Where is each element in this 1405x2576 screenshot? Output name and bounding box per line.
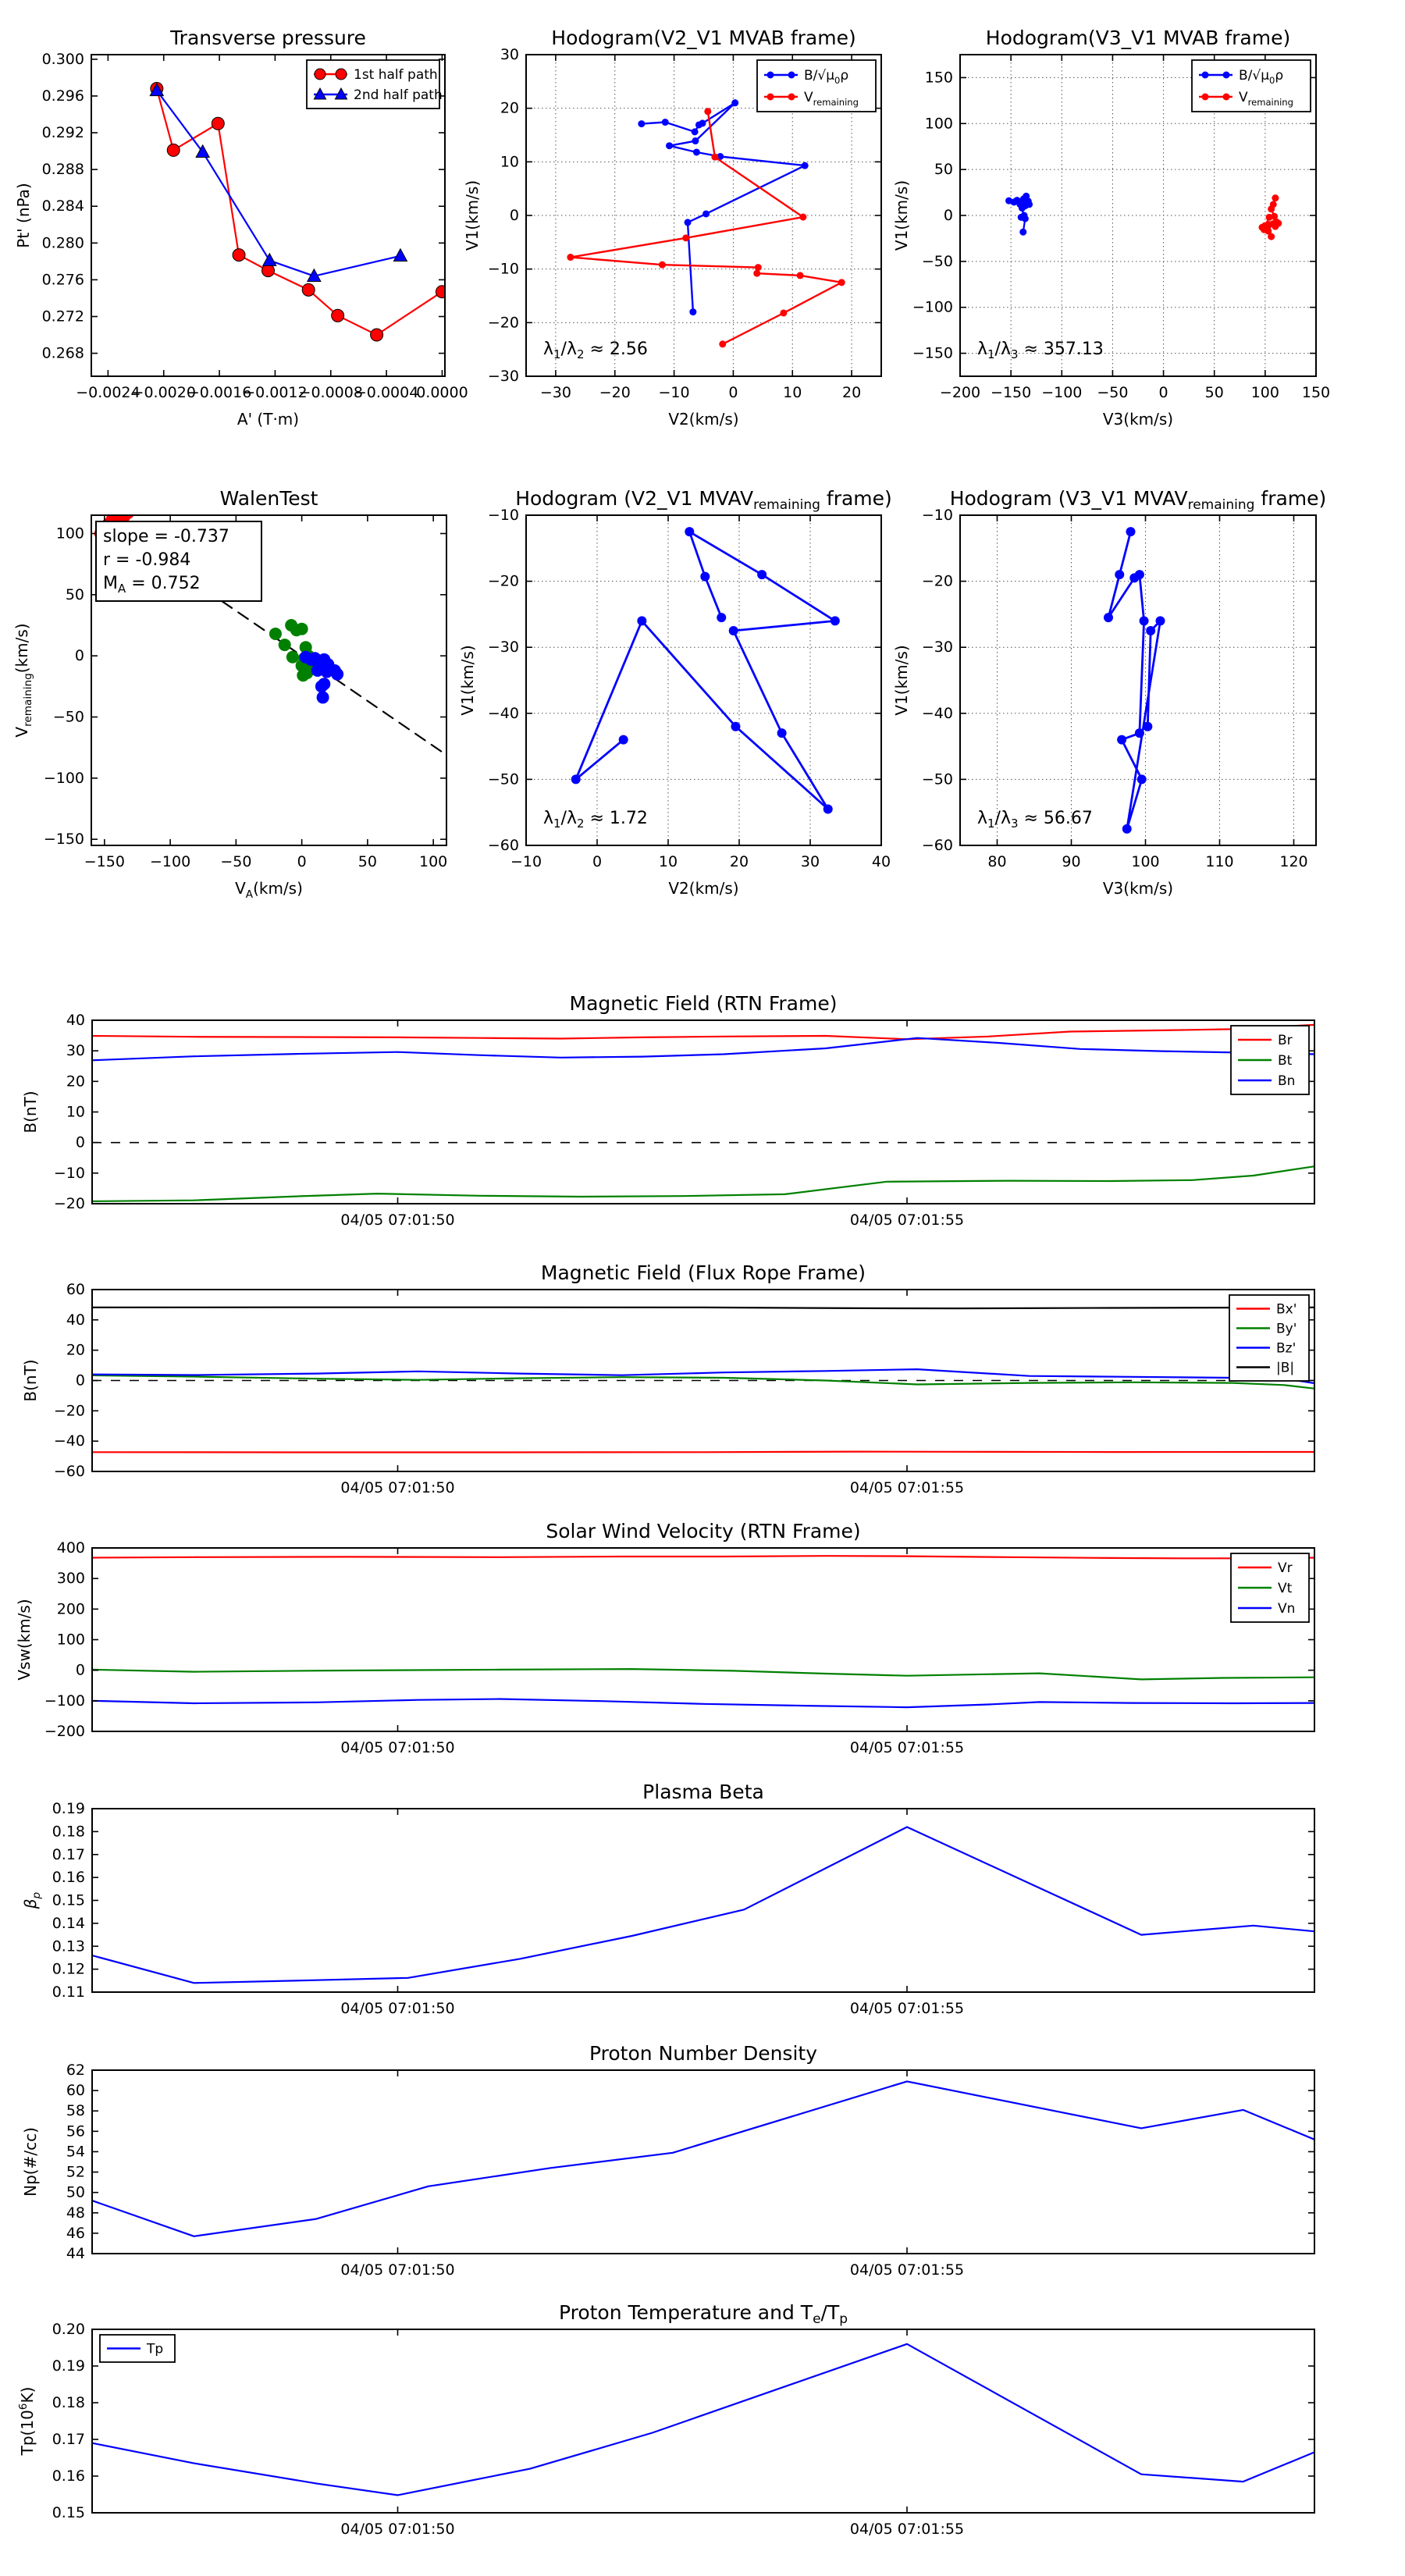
svg-text:V3(km/s): V3(km/s) [1102, 410, 1174, 429]
chart-title-magnetic-field-fluxrope: Magnetic Field (Flux Rope Frame) [540, 1261, 866, 1284]
svg-text:−50: −50 [921, 770, 953, 788]
svg-text:−30: −30 [539, 384, 571, 401]
svg-text:0.288: 0.288 [41, 161, 84, 179]
chart-title-transverse-pressure: Transverse pressure [170, 27, 366, 49]
chart-title-proton-temperature: Proton Temperature and $T_e/T_p$ [558, 2301, 848, 2327]
svg-text:60: 60 [66, 2082, 85, 2100]
svg-text:0.0000: 0.0000 [416, 384, 468, 401]
chart-title-hodogram-v3v1-mvav: Hodogram (V3_V1 $MVAV_{remaining}$ frame) [949, 487, 1327, 513]
svg-text:04/05 07:01:50: 04/05 07:01:50 [340, 2000, 455, 2017]
svg-text:−20: −20 [921, 572, 953, 590]
svg-text:100: 100 [1131, 853, 1160, 870]
legend-magnetic-field-rtn [1231, 1026, 1309, 1094]
legend-hodogram-v3v1-mvab [1192, 60, 1311, 112]
chart-title-walen-test: WalenTest [219, 487, 318, 510]
svg-text:0: 0 [75, 1661, 85, 1679]
chart-plasma-beta [21, 1781, 1314, 2017]
svg-text:−50: −50 [52, 708, 84, 726]
svg-text:Vn: Vn [1278, 1601, 1296, 1617]
svg-text:50: 50 [1204, 384, 1224, 401]
svg-text:−0.0016: −0.0016 [187, 384, 252, 401]
chart-hodogram-v2v1-mvav [458, 487, 892, 898]
svg-text:−50: −50 [220, 853, 252, 870]
svg-text:Vremaining: $V_{remaining}$ [1239, 90, 1293, 108]
svg-text:−0.0024: −0.0024 [76, 384, 140, 401]
svg-text:54: 54 [66, 2143, 85, 2161]
svg-text:0.292: 0.292 [41, 124, 84, 142]
svg-text:−20: −20 [53, 1195, 85, 1212]
svg-text:300: 300 [56, 1570, 85, 1588]
svg-text:−20: −20 [487, 314, 519, 332]
svg-text:60: 60 [66, 1281, 85, 1298]
svg-text:−30: −30 [487, 639, 519, 656]
svg-text:04/05 07:01:50: 04/05 07:01:50 [340, 1739, 455, 1756]
svg-text:V2(km/s): V2(km/s) [668, 410, 739, 429]
svg-text:30: 30 [66, 1042, 85, 1060]
svg-text:−0.0004: −0.0004 [354, 384, 419, 401]
svg-text:0: 0 [75, 1133, 85, 1151]
svg-text:400: 400 [56, 1539, 85, 1557]
svg-text:0.276: 0.276 [41, 271, 84, 289]
svg-text:62: 62 [66, 2062, 85, 2079]
svg-text:V1(km/s): V1(km/s) [892, 180, 911, 251]
svg-text:Vr: Vr [1278, 1560, 1293, 1576]
chart-title-magnetic-field-rtn: Magnetic Field (RTN Frame) [569, 992, 838, 1015]
chart-hodogram-v3v1-mvav [892, 487, 1326, 898]
svg-text:0.284: 0.284 [41, 197, 84, 215]
legend-solar-wind-velocity [1231, 1553, 1309, 1622]
svg-text:50: 50 [65, 585, 84, 603]
svg-text:10: 10 [66, 1103, 85, 1121]
chart-proton-temperature [17, 2301, 1314, 2538]
svg-text:04/05 07:01:55: 04/05 07:01:55 [849, 2000, 965, 2017]
svg-text:−0.0020: −0.0020 [131, 384, 196, 401]
svg-text:−10: −10 [658, 384, 690, 401]
svg-text:30: 30 [500, 46, 519, 63]
svg-text:150: 150 [1301, 384, 1331, 401]
svg-text:0: 0 [297, 853, 307, 870]
svg-text:Tp: Tp [147, 2341, 164, 2357]
svg-text:−100: −100 [1041, 384, 1083, 401]
svg-text:30: 30 [800, 853, 820, 870]
svg-text:0.268: 0.268 [41, 344, 84, 362]
svg-text:50: 50 [357, 853, 377, 870]
svg-text:120: 120 [1279, 853, 1308, 870]
chart-solar-wind-velocity [15, 1520, 1314, 1756]
svg-text:By': By' [1276, 1321, 1297, 1337]
svg-text:V1(km/s): V1(km/s) [458, 645, 477, 716]
svg-text:44: 44 [66, 2245, 85, 2262]
svg-text:20: 20 [841, 384, 862, 401]
svg-text:50: 50 [934, 161, 953, 179]
svg-text:0: 0 [943, 207, 953, 224]
svg-text:100: 100 [924, 115, 953, 133]
svg-text:04/05 07:01:50: 04/05 07:01:50 [340, 1479, 455, 1496]
svg-text:λ1/λ3 ≈ 56.67: $\lambda_1/\lambda_3 \approx 56.67$ [977, 809, 1093, 831]
svg-text:0: 0 [1158, 384, 1168, 401]
svg-text:40: 40 [871, 853, 891, 870]
svg-text:0.17: 0.17 [52, 2431, 85, 2448]
svg-text:100: 100 [55, 525, 84, 543]
svg-text:−200: −200 [44, 1723, 85, 1740]
svg-text:04/05 07:01:55: 04/05 07:01:55 [849, 2261, 965, 2279]
svg-text:0.13: 0.13 [52, 1937, 85, 1955]
svg-text:−20: −20 [599, 384, 631, 401]
svg-text:0.280: 0.280 [41, 234, 84, 252]
legend-proton-temperature [100, 2335, 175, 2362]
svg-text:0.17: 0.17 [52, 1845, 85, 1863]
chart-title-plasma-beta: Plasma Beta [642, 1781, 764, 1803]
svg-text:Vt: Vt [1278, 1581, 1293, 1596]
svg-text:−60: −60 [53, 1463, 85, 1480]
svg-text:0.296: 0.296 [41, 87, 84, 105]
svg-text:−50: −50 [487, 770, 519, 788]
svg-text:λ1/λ3 ≈ 357.13: $\lambda_1/\lambda_3 \approx 357.13$ [977, 340, 1104, 361]
svg-text:0: 0 [509, 207, 519, 224]
svg-text:110: 110 [1205, 853, 1234, 870]
svg-text:04/05 07:01:55: 04/05 07:01:55 [849, 1479, 965, 1496]
svg-text:04/05 07:01:55: 04/05 07:01:55 [849, 1212, 965, 1229]
svg-text:0: 0 [592, 853, 603, 870]
svg-text:80: 80 [987, 853, 1007, 870]
svg-text:58: 58 [66, 2102, 85, 2120]
svg-text:Br: Br [1278, 1033, 1293, 1048]
svg-text:100: 100 [56, 1631, 85, 1649]
svg-text:46: 46 [66, 2224, 85, 2242]
svg-text:−50: −50 [921, 252, 953, 270]
svg-text:04/05 07:01:55: 04/05 07:01:55 [849, 1739, 965, 1756]
svg-text:−0.0012: −0.0012 [243, 384, 308, 401]
svg-text:−10: −10 [921, 507, 953, 524]
svg-text:−50: −50 [1097, 384, 1129, 401]
svg-text:Vremaining(km/s): $V_{remaining}(km/s)$ [12, 623, 34, 738]
svg-text:100: 100 [419, 853, 448, 870]
svg-text:r = -0.984: r = -0.984 [103, 550, 191, 570]
svg-text:0.11: 0.11 [52, 1984, 85, 2001]
svg-text:−20: −20 [487, 572, 519, 590]
svg-text:−150: −150 [84, 853, 125, 870]
chart-title-solar-wind-velocity: Solar Wind Velocity (RTN Frame) [546, 1520, 861, 1542]
svg-text:04/05 07:01:55: 04/05 07:01:55 [849, 2521, 965, 2538]
svg-text:A' (T·m): A' (T·m) [237, 410, 300, 429]
svg-text:200: 200 [56, 1600, 85, 1618]
svg-text:90: 90 [1062, 853, 1081, 870]
svg-text:V1(km/s): V1(km/s) [892, 645, 911, 716]
svg-text:MA = 0.752: $M_A = 0.752$ [103, 574, 201, 596]
svg-text:04/05 07:01:50: 04/05 07:01:50 [340, 2521, 455, 2538]
svg-text:−40: −40 [487, 704, 519, 722]
svg-text:52: 52 [66, 2163, 85, 2181]
chart-magnetic-field-fluxrope [21, 1261, 1314, 1496]
svg-text:−100: −100 [44, 1692, 85, 1710]
svg-text:−60: −60 [487, 837, 519, 854]
svg-text:−100: −100 [912, 298, 953, 316]
svg-text:10: 10 [658, 853, 678, 870]
svg-text:40: 40 [66, 1012, 85, 1029]
svg-text:10: 10 [500, 153, 519, 171]
svg-text:50: 50 [66, 2183, 85, 2201]
chart-title-proton-number-density: Proton Number Density [589, 2042, 817, 2065]
svg-text:|B|: |B| [1276, 1360, 1295, 1376]
svg-text:0.16: 0.16 [52, 2467, 85, 2485]
svg-text:0.19: 0.19 [52, 2357, 85, 2375]
svg-text:−200: −200 [939, 384, 981, 401]
svg-text:V3(km/s): V3(km/s) [1102, 879, 1174, 898]
svg-text:Bz': Bz' [1276, 1340, 1297, 1357]
svg-text:V1(km/s): V1(km/s) [463, 180, 482, 251]
svg-text:Bx': Bx' [1276, 1301, 1297, 1318]
svg-text:40: 40 [66, 1311, 85, 1329]
chart-title-hodogram-v3v1-mvab: Hodogram(V3_V1 MVAB frame) [985, 27, 1291, 49]
svg-text:0.14: 0.14 [52, 1914, 85, 1932]
svg-text:20: 20 [729, 853, 749, 870]
chart-hodogram-v2v1-mvab [463, 27, 881, 429]
svg-text:−30: −30 [487, 368, 519, 385]
svg-text:B/√μ0ρ: $B/√\mu_0\rho$ [1239, 68, 1284, 86]
legend-magnetic-field-fluxrope [1229, 1295, 1309, 1381]
chart-magnetic-field-rtn [21, 992, 1314, 1229]
svg-text:B/√μ0ρ: $B/√\mu_0\rho$ [804, 68, 849, 86]
svg-text:0.272: 0.272 [41, 308, 84, 326]
svg-text:0: 0 [75, 1372, 85, 1389]
svg-text:−20: −20 [53, 1402, 85, 1420]
svg-text:−10: −10 [53, 1164, 85, 1182]
svg-text:Bt: Bt [1278, 1053, 1293, 1069]
svg-text:Tp(106K): $Tp(10^6K)$ [17, 2386, 37, 2456]
svg-text:04/05 07:01:50: 04/05 07:01:50 [340, 2261, 455, 2279]
svg-text:−40: −40 [921, 704, 953, 722]
svg-text:0.15: 0.15 [52, 2504, 85, 2521]
svg-text:0.18: 0.18 [52, 1823, 85, 1841]
svg-text:−40: −40 [53, 1432, 85, 1450]
chart-title-hodogram-v2v1-mvab: Hodogram(V2_V1 MVAB frame) [551, 27, 856, 49]
svg-text:Bn: Bn [1278, 1073, 1296, 1089]
svg-text:0.20: 0.20 [52, 2321, 85, 2338]
svg-text:−100: −100 [150, 853, 191, 870]
svg-text:0.15: 0.15 [52, 1891, 85, 1909]
chart-title-hodogram-v2v1-mvav: Hodogram (V2_V1 $MVAV_{remaining}$ frame) [515, 487, 892, 513]
chart-hodogram-v3v1-mvab [892, 27, 1330, 429]
svg-text:−10: −10 [510, 853, 542, 870]
svg-text:−10: −10 [487, 260, 519, 278]
svg-text:20: 20 [66, 1073, 85, 1091]
legend-hodogram-v2v1-mvab [757, 60, 876, 112]
svg-text:−10: −10 [487, 507, 519, 524]
svg-text:V2(km/s): V2(km/s) [668, 879, 739, 898]
svg-text:Vsw(km/s): Vsw(km/s) [15, 1599, 34, 1681]
svg-text:−100: −100 [43, 769, 84, 787]
svg-text:20: 20 [500, 99, 519, 117]
svg-text:48: 48 [66, 2204, 85, 2222]
svg-text:100: 100 [1250, 384, 1279, 401]
chart-transverse-pressure [14, 27, 468, 429]
svg-text:−150: −150 [912, 344, 953, 362]
svg-text:04/05 07:01:50: 04/05 07:01:50 [340, 1212, 455, 1229]
chart-proton-number-density [21, 2042, 1314, 2279]
svg-text:Vremaining: $V_{remaining}$ [804, 90, 859, 108]
svg-text:56: 56 [66, 2122, 85, 2140]
svg-text:1st half path: 1st half path [354, 67, 438, 83]
svg-text:0.12: 0.12 [52, 1960, 85, 1978]
svg-text:−150: −150 [991, 384, 1032, 401]
svg-text:2nd half path: 2nd half path [354, 87, 443, 103]
svg-text:βp: $\beta_p$ [21, 1891, 43, 1909]
svg-text:0.18: 0.18 [52, 2394, 85, 2411]
svg-text:λ1/λ2 ≈ 1.72: $\lambda_1/\lambda_2 \approx 1.72$ [543, 809, 648, 831]
svg-text:B(nT): B(nT) [21, 1091, 40, 1133]
svg-text:−150: −150 [43, 831, 84, 849]
svg-text:20: 20 [66, 1341, 85, 1359]
svg-text:VA(km/s): $V_A(km/s)$ [235, 879, 303, 901]
svg-text:Np(#/cc): Np(#/cc) [21, 2127, 40, 2197]
svg-text:−60: −60 [921, 837, 953, 854]
svg-text:B(nT): B(nT) [21, 1359, 40, 1402]
svg-text:0.300: 0.300 [41, 50, 84, 68]
svg-text:−0.0008: −0.0008 [298, 384, 363, 401]
svg-text:0: 0 [74, 647, 84, 665]
svg-text:Pt' (nPa): Pt' (nPa) [14, 183, 33, 248]
svg-text:10: 10 [783, 384, 802, 401]
svg-text:slope = -0.737: slope = -0.737 [103, 527, 229, 546]
svg-text:150: 150 [924, 69, 953, 87]
svg-text:λ1/λ2 ≈ 2.56: $\lambda_1/\lambda_2 \approx 2.56$ [543, 340, 648, 361]
svg-text:0.16: 0.16 [52, 1869, 85, 1887]
svg-text:0: 0 [728, 384, 738, 401]
chart-walen-test [12, 487, 447, 901]
svg-text:−30: −30 [921, 639, 953, 656]
svg-text:0.19: 0.19 [52, 1800, 85, 1817]
legend-transverse-pressure [307, 60, 443, 109]
